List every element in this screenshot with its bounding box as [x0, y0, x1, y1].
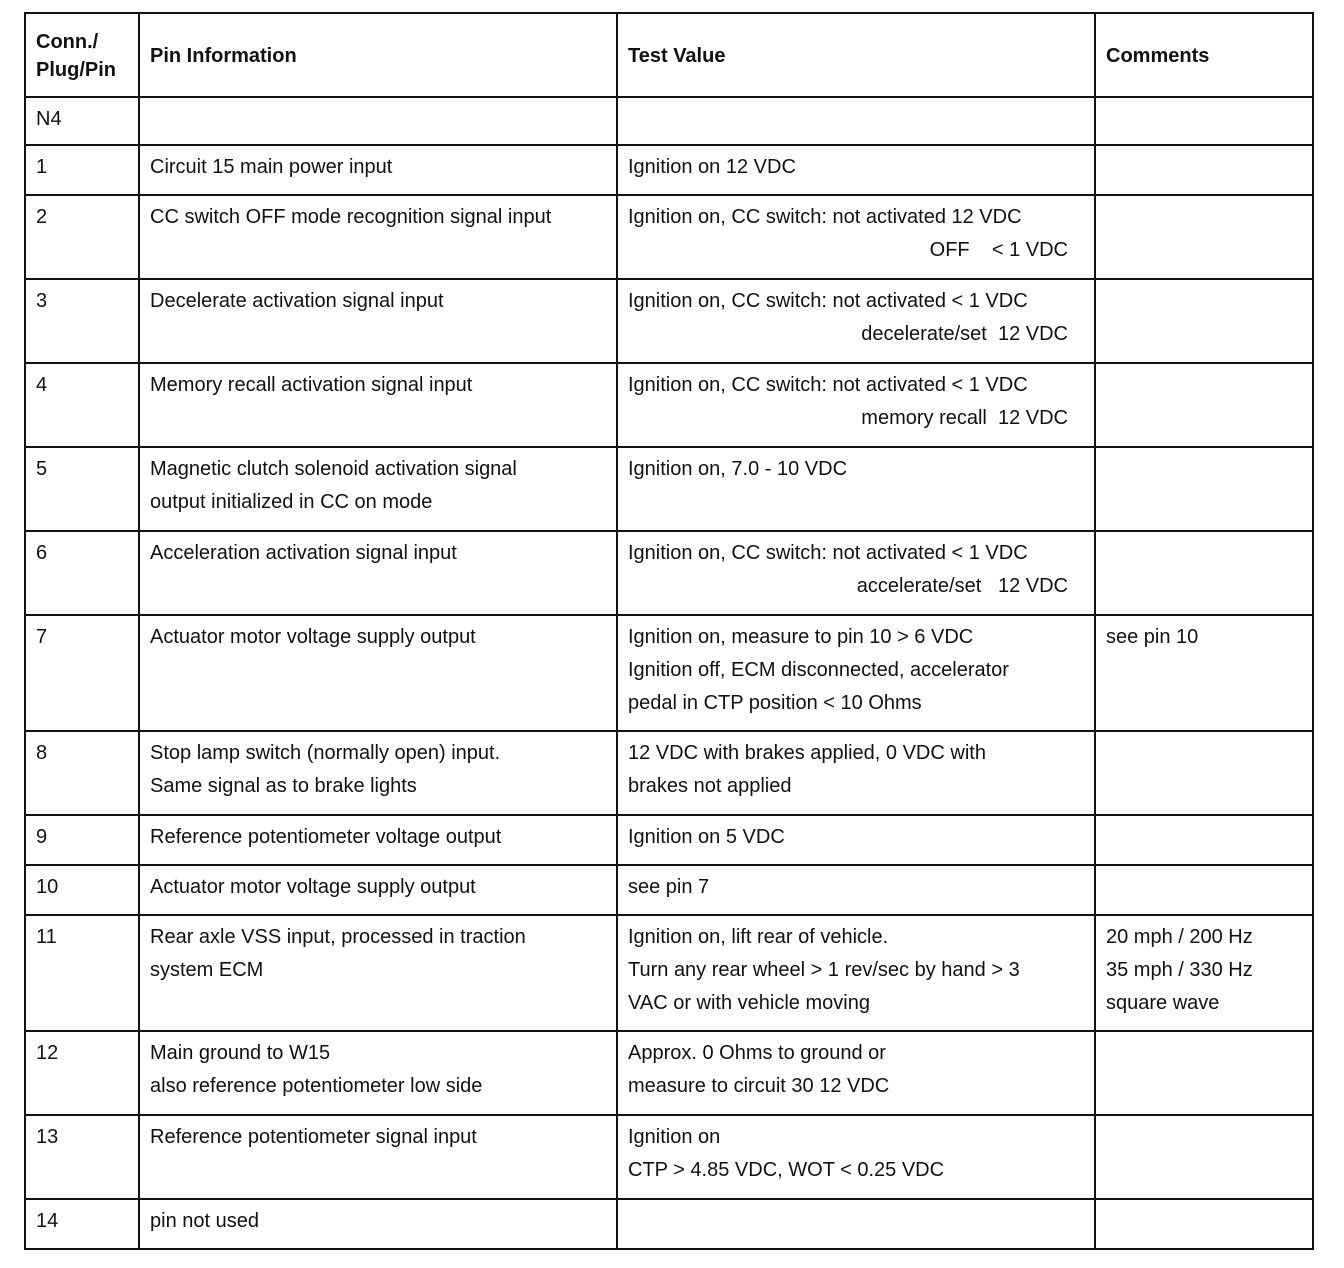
comments-line: see pin 10 [1106, 626, 1199, 648]
table-row [25, 731, 1313, 815]
pin-cell [25, 1199, 139, 1249]
table-body [25, 97, 1313, 1249]
test-value-cell [617, 865, 1095, 915]
test-value-cell [617, 1115, 1095, 1199]
test-value-cell [617, 447, 1095, 531]
pin-number: 10 [36, 876, 59, 898]
pin-info-line: Same signal as to brake lights [150, 775, 417, 797]
test-value-line: 12 VDC with brakes applied, 0 VDC with [628, 742, 986, 764]
comments-cell [1095, 915, 1313, 1031]
test-value-line: Ignition on, CC switch: not activated < 1 VDC [628, 374, 1028, 396]
test-value-cell [617, 363, 1095, 447]
table-row [25, 615, 1313, 731]
header-pin [25, 13, 139, 97]
pin-info-cell [139, 1115, 617, 1199]
pin-info-line: Decelerate activation signal input [150, 290, 444, 312]
comments-cell [1095, 279, 1313, 363]
pin-cell [25, 1115, 139, 1199]
test-value-line: measure to circuit 30 12 VDC [628, 1075, 890, 1097]
test-value-cell [617, 279, 1095, 363]
header-comments [1095, 13, 1313, 97]
table-row [25, 815, 1313, 865]
pin-info-line: Stop lamp switch (normally open) input. [150, 742, 501, 764]
pin-info-cell [139, 1199, 617, 1249]
pin-cell [25, 731, 139, 815]
pin-number: 6 [36, 542, 48, 564]
test-value-line: VAC or with vehicle moving [628, 992, 870, 1014]
test-value-line: Approx. 0 Ohms to ground or [628, 1042, 886, 1064]
pin-cell [25, 815, 139, 865]
pin-info-line: also reference potentiometer low side [150, 1075, 483, 1097]
test-value-line: CTP > 4.85 VDC, WOT < 0.25 VDC [628, 1159, 945, 1181]
pin-info-cell [139, 615, 617, 731]
test-value-cell [617, 915, 1095, 1031]
table-row [25, 363, 1313, 447]
pin-info-cell [139, 447, 617, 531]
pin-number: 7 [36, 626, 48, 648]
test-value-line: Ignition on 12 VDC [628, 156, 796, 178]
comments-line: square wave [1106, 992, 1220, 1014]
test-value-line: Ignition on, measure to pin 10 > 6 VDC [628, 626, 974, 648]
header-test-label: Test Value [628, 45, 726, 67]
pin-cell [25, 447, 139, 531]
pin-information-table [24, 12, 1314, 1250]
table-row [25, 531, 1313, 615]
pin-info-cell [139, 915, 617, 1031]
test-value-cell [617, 531, 1095, 615]
test-value-line: Ignition on [628, 1126, 721, 1148]
test-value-line: Ignition on, CC switch: not activated < 1 VDC [628, 542, 1028, 564]
test-value-cell [617, 815, 1095, 865]
pin-info-cell [139, 363, 617, 447]
pin-info-cell [139, 279, 617, 363]
test-value-line: Turn any rear wheel > 1 rev/sec by hand > 3 [628, 959, 1020, 981]
pin-number: 3 [36, 290, 48, 312]
pin-info-line: system ECM [150, 959, 264, 981]
test-value-right-line: decelerate/set 12 VDC [861, 323, 1068, 345]
test-value-cell [617, 1031, 1095, 1115]
pin-cell [25, 531, 139, 615]
table-row [25, 195, 1313, 279]
pin-number: N4 [36, 108, 62, 130]
header-row [25, 13, 1313, 97]
pin-info-cell [139, 731, 617, 815]
pin-cell [25, 195, 139, 279]
comments-cell [1095, 97, 1313, 145]
pin-info-line: Main ground to W15 [150, 1042, 331, 1064]
test-value-cell [617, 195, 1095, 279]
comments-cell [1095, 1199, 1313, 1249]
comments-cell [1095, 145, 1313, 195]
pin-number: 12 [36, 1042, 59, 1064]
comments-cell [1095, 1115, 1313, 1199]
pin-info-line: CC switch OFF mode recognition signal input [150, 206, 552, 228]
test-value-line: Ignition on 5 VDC [628, 826, 785, 848]
pin-cell [25, 915, 139, 1031]
test-value-cell [617, 97, 1095, 145]
header-test [617, 13, 1095, 97]
test-value-line: Ignition on, 7.0 - 10 VDC [628, 458, 848, 480]
comments-cell [1095, 447, 1313, 531]
pin-info-line: Circuit 15 main power input [150, 156, 393, 178]
pin-number: 4 [36, 374, 48, 396]
pin-info-line: Acceleration activation signal input [150, 542, 457, 564]
test-value-line: brakes not applied [628, 775, 792, 797]
table-row [25, 1031, 1313, 1115]
pin-info-line: pin not used [150, 1210, 259, 1232]
comments-cell [1095, 815, 1313, 865]
pin-number: 13 [36, 1126, 59, 1148]
comments-line: 20 mph / 200 Hz [1106, 926, 1253, 948]
comments-cell [1095, 531, 1313, 615]
pin-info-cell [139, 865, 617, 915]
pin-cell [25, 279, 139, 363]
pin-info-line: Actuator motor voltage supply output [150, 876, 476, 898]
pin-cell [25, 865, 139, 915]
comments-line: 35 mph / 330 Hz [1106, 959, 1253, 981]
pin-info-line: Actuator motor voltage supply output [150, 626, 476, 648]
pin-info-cell [139, 97, 617, 145]
pin-info-line: Magnetic clutch solenoid activation signal [150, 458, 517, 480]
pin-info-cell [139, 815, 617, 865]
pin-info-cell [139, 145, 617, 195]
table-row [25, 447, 1313, 531]
table-row [25, 1199, 1313, 1249]
test-value-cell [617, 145, 1095, 195]
pin-info-line: Reference potentiometer signal input [150, 1126, 477, 1148]
pin-cell [25, 363, 139, 447]
table-row [25, 97, 1313, 145]
pin-number: 1 [36, 156, 48, 178]
table-row [25, 915, 1313, 1031]
header-comments-label: Comments [1106, 45, 1210, 67]
header-pin-label: Conn./ Plug/Pin [36, 31, 116, 81]
pin-info-line: Rear axle VSS input, processed in traction [150, 926, 526, 948]
pin-info-line: output initialized in CC on mode [150, 491, 433, 513]
comments-cell [1095, 615, 1313, 731]
table-row [25, 279, 1313, 363]
test-value-right-line: memory recall 12 VDC [861, 407, 1068, 429]
test-value-line: Ignition on, CC switch: not activated < 1 VDC [628, 290, 1028, 312]
pin-cell [25, 615, 139, 731]
comments-cell [1095, 363, 1313, 447]
test-value-cell [617, 1199, 1095, 1249]
comments-cell [1095, 731, 1313, 815]
test-value-cell [617, 731, 1095, 815]
test-value-line: see pin 7 [628, 876, 710, 898]
pin-number: 8 [36, 742, 48, 764]
pin-info-cell [139, 195, 617, 279]
pin-number: 2 [36, 206, 48, 228]
pin-number: 11 [36, 926, 57, 948]
table-row [25, 1115, 1313, 1199]
header-info-label: Pin Information [150, 45, 297, 67]
pin-number: 14 [36, 1210, 59, 1232]
test-value-line: Ignition on, CC switch: not activated 12 VDC [628, 206, 1022, 228]
test-value-cell [617, 615, 1095, 731]
table-row [25, 145, 1313, 195]
pin-info-line: Reference potentiometer voltage output [150, 826, 502, 848]
pin-info-cell [139, 531, 617, 615]
comments-cell [1095, 1031, 1313, 1115]
test-value-line: Ignition on, lift rear of vehicle. [628, 926, 889, 948]
test-value-line: pedal in CTP position < 10 Ohms [628, 692, 922, 714]
pin-cell [25, 97, 139, 145]
pin-number: 5 [36, 458, 48, 480]
pin-info-line: Memory recall activation signal input [150, 374, 473, 396]
test-value-line: Ignition off, ECM disconnected, accelerator [628, 659, 1009, 681]
comments-cell [1095, 195, 1313, 279]
comments-cell [1095, 865, 1313, 915]
pin-number: 9 [36, 826, 48, 848]
pin-info-cell [139, 1031, 617, 1115]
test-value-right-line: OFF < 1 VDC [929, 239, 1068, 261]
pin-cell [25, 1031, 139, 1115]
header-info [139, 13, 617, 97]
pin-cell [25, 145, 139, 195]
table-row [25, 865, 1313, 915]
test-value-right-line: accelerate/set 12 VDC [856, 575, 1068, 597]
